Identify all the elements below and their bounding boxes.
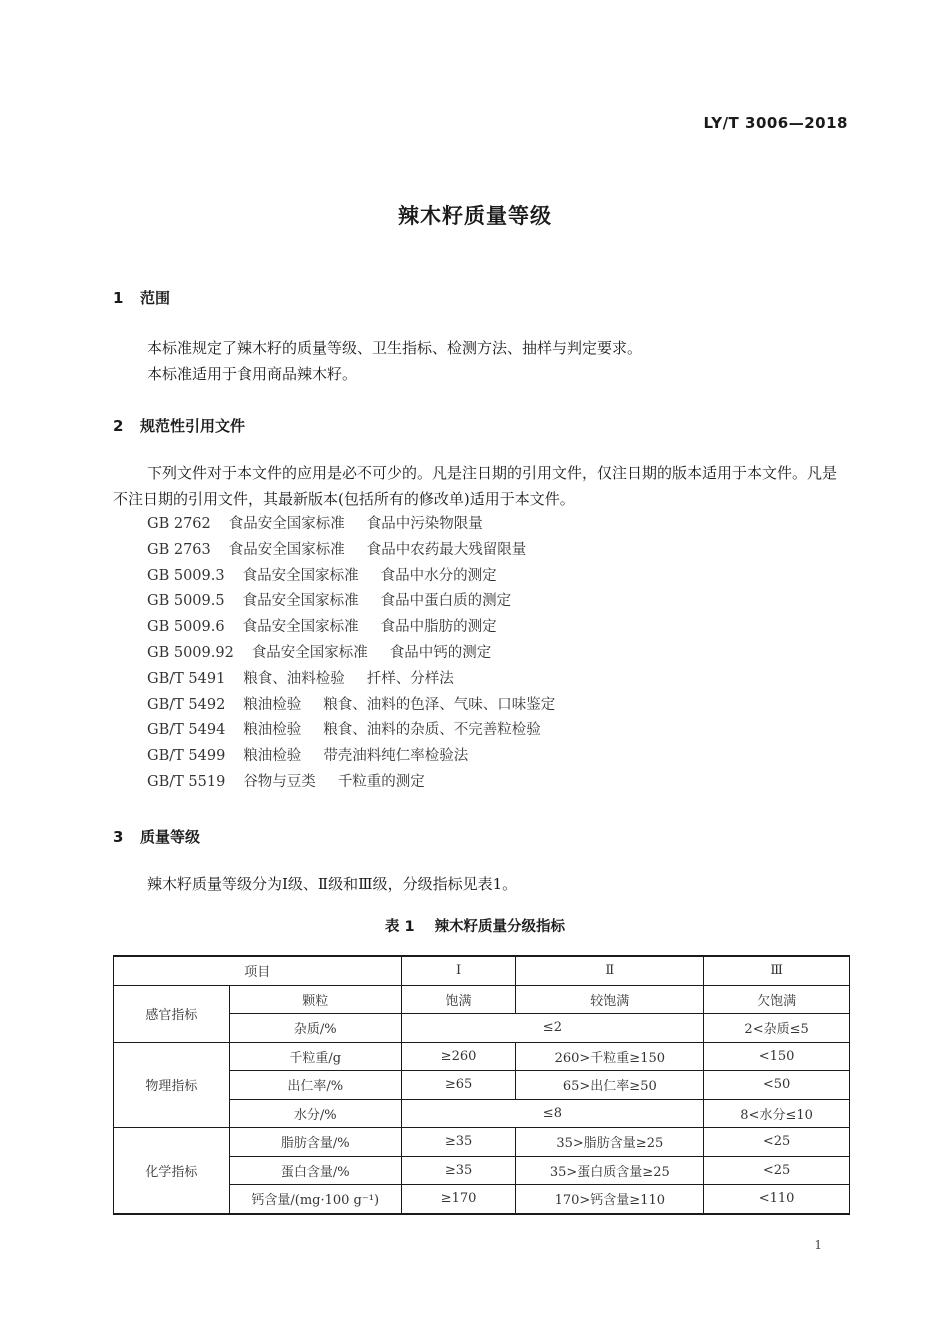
cell-grade-2: 35>蛋白质含量≥25: [516, 1156, 704, 1185]
reference-item: [147, 564, 555, 590]
reference-title-a: 谷物与豆类: [243, 773, 316, 790]
table-header-row: [114, 956, 850, 985]
group-chemical: 化学指标: [114, 1128, 230, 1214]
reference-item: [147, 693, 555, 719]
row-label: 水分/%: [229, 1099, 401, 1128]
reference-code: GB 5009.92: [147, 644, 234, 661]
header-grade-1: Ⅰ: [401, 956, 516, 985]
cell-grade-3: 8<水分≤10: [704, 1099, 850, 1128]
header-grade-3: Ⅲ: [704, 956, 850, 985]
cell-grade-2: 260>千粒重≥150: [516, 1042, 704, 1071]
reference-title-a: 食品安全国家标准: [242, 567, 359, 584]
reference-code: GB 2762: [147, 516, 211, 532]
table-caption-label: 表 1: [384, 919, 415, 935]
table-row: [114, 1042, 850, 1071]
reference-code: GB/T 5519: [147, 773, 226, 790]
row-label: 出仁率/%: [229, 1071, 401, 1100]
section-title: 范围: [140, 289, 171, 307]
cell-grade-3: <110: [704, 1185, 850, 1214]
table-row: [114, 1128, 850, 1157]
section-1-paragraph-1: 本标准规定了辣木籽的质量等级、卫生指标、检测方法、抽样与判定要求。: [147, 339, 643, 357]
cell-grade-3: <50: [704, 1071, 850, 1100]
reference-item: [147, 744, 555, 770]
reference-title-a: 粮油检验: [243, 722, 302, 739]
header-grade-2: Ⅱ: [516, 956, 704, 985]
row-label: 蛋白含量/%: [229, 1156, 401, 1185]
section-title: 规范性引用文件: [140, 417, 246, 435]
cell-grade-3: 欠饱满: [704, 985, 850, 1014]
reference-title-b: 食品中脂肪的测定: [380, 619, 497, 636]
reference-code: GB 5009.3: [147, 567, 225, 584]
reference-code: GB 5009.6: [147, 619, 225, 636]
reference-code: GB/T 5492: [147, 696, 226, 713]
section-1-paragraph-2: 本标准适用于食用商品辣木籽。: [147, 365, 358, 383]
table-caption-title: 辣木籽质量分级指标: [434, 919, 566, 935]
cell-grade-2: 170>钙含量≥110: [516, 1185, 704, 1214]
page-number: 1: [814, 1238, 822, 1252]
reference-code: GB 5009.5: [147, 593, 225, 610]
reference-item: [147, 615, 555, 641]
reference-title-a: 食品安全国家标准: [251, 644, 368, 661]
row-label: 脂肪含量/%: [229, 1128, 401, 1157]
reference-title-a: 粮食、油料检验: [243, 670, 345, 687]
reference-item: [147, 667, 555, 693]
reference-title-b: 带壳油料纯仁率检验法: [323, 748, 469, 765]
reference-code: GB/T 5491: [147, 670, 226, 687]
reference-item: [147, 641, 555, 667]
reference-code: GB/T 5494: [147, 722, 226, 739]
reference-title-b: 食品中水分的测定: [380, 567, 497, 584]
reference-title-b: 食品中蛋白质的测定: [380, 593, 512, 610]
section-2-paragraph: 下列文件对于本文件的应用是必不可少的。凡是注日期的引用文件，仅注日期的版本适用于本文件。凡是不注日期的引用文件，其最新版本(包括所有的修改单)适用于本文件。: [113, 464, 838, 508]
reference-title-a: 粮油检验: [243, 748, 302, 765]
cell-grade-2: 较饱满: [516, 985, 704, 1014]
section-2-heading: [113, 415, 245, 436]
reference-title-b: 食品中钙的测定: [389, 644, 492, 661]
quality-grade-table: [113, 955, 850, 1215]
document-code: LY/T 3006—2018: [703, 114, 848, 132]
reference-title-a: 食品安全国家标准: [242, 619, 359, 636]
row-label: 颗粒: [229, 985, 401, 1014]
cell-grade-1: ≥170: [401, 1185, 516, 1214]
reference-title-a: 食品安全国家标准: [228, 541, 345, 558]
reference-title-b: 扦样、分样法: [366, 670, 454, 687]
table-caption: [0, 915, 950, 936]
cell-grade-1-2: ≤2: [401, 1014, 704, 1043]
section-title: 质量等级: [140, 828, 201, 846]
reference-title-a: 食品安全国家标准: [228, 516, 345, 532]
reference-title-b: 千粒重的测定: [337, 773, 425, 790]
section-number: 3: [113, 828, 124, 846]
section-number: 1: [113, 289, 124, 307]
reference-title-b: 食品中污染物限量: [366, 516, 483, 532]
section-number: 2: [113, 417, 124, 435]
section-3-paragraph: 辣木籽质量等级分为Ⅰ级、Ⅱ级和Ⅲ级，分级指标见表1。: [147, 875, 518, 893]
row-label: 千粒重/g: [229, 1042, 401, 1071]
cell-grade-1: ≥65: [401, 1071, 516, 1100]
group-sensory: 感官指标: [114, 985, 230, 1042]
reference-item: [147, 512, 555, 538]
cell-grade-1: 饱满: [401, 985, 516, 1014]
reference-title-b: 粮食、油料的色泽、气味、口味鉴定: [323, 696, 556, 713]
section-1-heading: [113, 287, 170, 308]
reference-code: GB/T 5499: [147, 748, 226, 765]
reference-title-b: 食品中农药最大残留限量: [366, 541, 527, 558]
cell-grade-3: <150: [704, 1042, 850, 1071]
cell-grade-3: <25: [704, 1128, 850, 1157]
cell-grade-1: ≥35: [401, 1128, 516, 1157]
reference-item: [147, 589, 555, 615]
reference-item: [147, 718, 555, 744]
reference-item: [147, 538, 555, 564]
reference-item: [147, 770, 555, 796]
cell-grade-1-2: ≤8: [401, 1099, 704, 1128]
row-label: 杂质/%: [229, 1014, 401, 1043]
reference-code: GB 2763: [147, 541, 211, 558]
reference-title-a: 食品安全国家标准: [242, 593, 359, 610]
cell-grade-2: 65>出仁率≥50: [516, 1071, 704, 1100]
reference-title-b: 粮食、油料的杂质、不完善粒检验: [323, 722, 541, 739]
table-row: [114, 985, 850, 1014]
cell-grade-3: 2<杂质≤5: [704, 1014, 850, 1043]
group-physical: 物理指标: [114, 1042, 230, 1128]
cell-grade-1: ≥260: [401, 1042, 516, 1071]
row-label: 钙含量/(mg·100 g⁻¹): [229, 1185, 401, 1214]
reference-title-a: 粮油检验: [243, 696, 302, 713]
cell-grade-3: <25: [704, 1156, 850, 1185]
reference-list: [147, 512, 555, 796]
header-item: 项目: [114, 956, 402, 985]
document-title: 辣木籽质量等级: [398, 204, 552, 228]
cell-grade-1: ≥35: [401, 1156, 516, 1185]
cell-grade-2: 35>脂肪含量≥25: [516, 1128, 704, 1157]
section-3-heading: [113, 826, 200, 847]
